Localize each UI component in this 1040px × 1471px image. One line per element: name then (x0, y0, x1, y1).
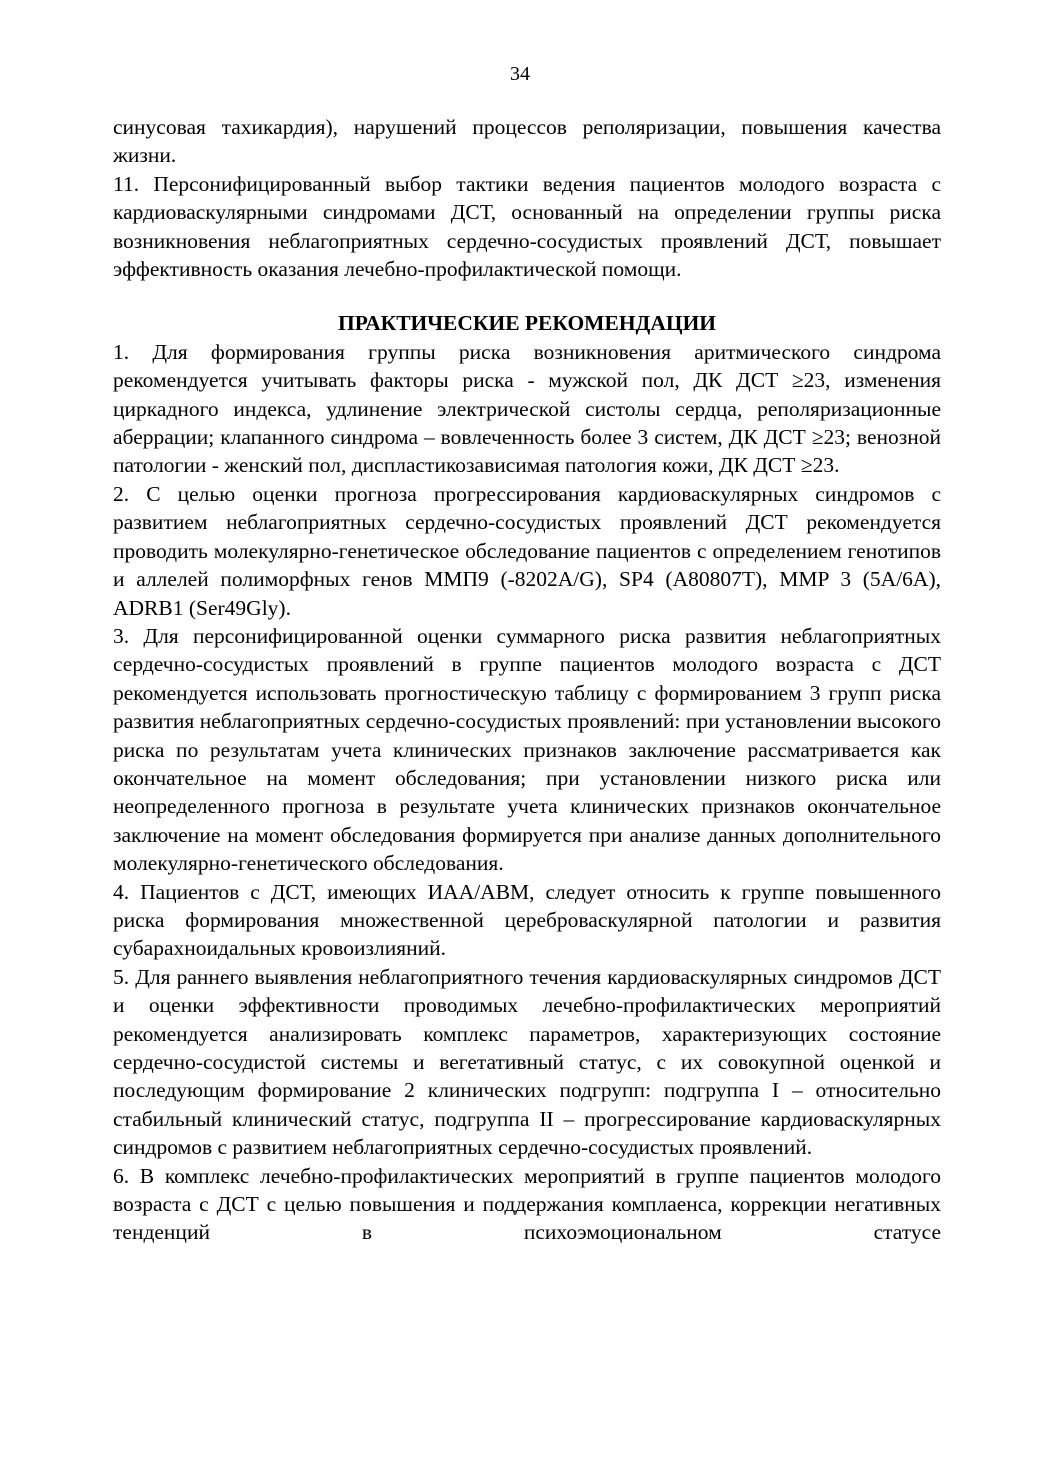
recommendation-item-1: 1. Для формирования группы риска возникновения аритмического синдрома рекомендуется учитывать факторы риска - мужской пол, ДК ДСТ ≥23, изменения циркадного индекса, удлинение электрической систолы сердца, реполяризационные аберрации; клапанного синдрома – вовлеченность более 3 систем, ДК ДСТ ≥23; венозной патологии - женский пол, диспластикозависимая патология кожи, ДК ДСТ ≥23. (113, 339, 941, 478)
recommendation-item-3: 3. Для персонифицированной оценки суммарного риска развития неблагоприятных сердечно-сосудистых проявлений в группе пациентов молодого возраста с ДСТ рекомендуется использовать прогностическую таблицу с формированием 3 групп риска развития неблагоприятных сердечно-сосудистых проявлений: при установлении высокого риска по результатам учета клинических признаков заключение рассматривается как окончательное на момент обследования; при установлении низкого риска или неопределенного прогноза в результате учета клинических признаков окончательное заключение на момент обследования формируется при анализе данных дополнительного молекулярно-генетического обследования. (113, 623, 941, 876)
document-body (113, 113, 941, 1247)
section-heading: ПРАКТИЧЕСКИЕ РЕКОМЕНДАЦИИ (337, 311, 717, 336)
recommendation-item-2: 2. С целью оценки прогноза прогрессирования кардиоваскулярных синдромов с развитием неблагоприятных сердечно-сосудистых проявлений ДСТ рекомендуется проводить молекулярно-генетическое обследование пациентов с определением генотипов и аллелей полиморфных генов ММП9 (-8202A/G), SP4 (A80807T), MMP 3 (5A/6A), ADRB1 (Ser49Gly). (113, 481, 941, 620)
recommendation-item-4: 4. Пациентов с ДСТ, имеющих ИАА/АВМ, следует относить к группе повышенного риска формирования множественной цереброваскулярной патологии и развития субарахноидальных кровоизлияний. (113, 879, 941, 961)
conclusion-item-11: 11. Персонифицированный выбор тактики ведения пациентов молодого возраста с кардиоваскулярными синдромами ДСТ, основанный на определении группы риска возникновения неблагоприятных сердечно-сосудистых проявлений ДСТ, повышает эффективность оказания лечебно-профилактической помощи. (113, 171, 941, 282)
recommendation-item-6: 6. В комплекс лечебно-профилактических мероприятий в группе пациентов молодого возраста с ДСТ с целью повышения и поддержания комплаенса, коррекции негативных тенденций в психоэмоциональном статусе (113, 1163, 941, 1245)
intro-continuation-paragraph: синусовая тахикардия), нарушений процессов реполяризации, повышения качества жизни. (113, 115, 941, 168)
recommendation-item-5: 5. Для раннего выявления неблагоприятного течения кардиоваскулярных синдромов ДСТ и оценки эффективности проводимых лечебно-профилактических мероприятий рекомендуется анализировать комплекс параметров, характеризующих состояние сердечно-сосудистой системы и вегетативный статус, с их совокупной оценкой и последующим формирование 2 клинических подгрупп: подгруппа I – относительно стабильный клинический статус, подгруппа II – прогрессирование кардиоваскулярных синдромов с развитием неблагоприятных сердечно-сосудистых проявлений. (113, 964, 941, 1160)
page-number: 34 (510, 63, 530, 85)
